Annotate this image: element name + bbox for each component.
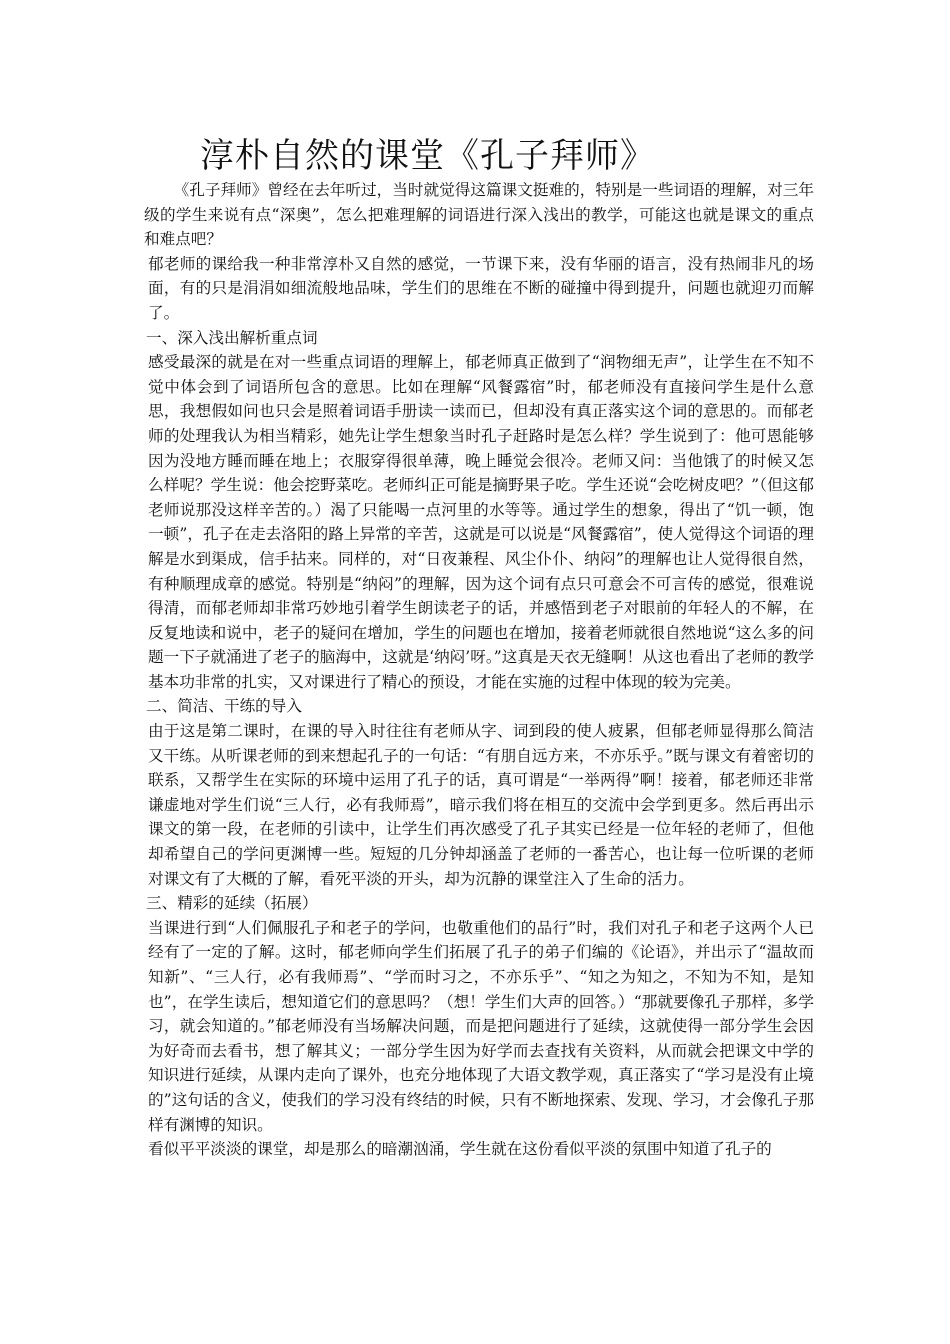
document-body — [144, 178, 814, 1162]
paragraph-closing: 看似平平淡淡的课堂，却是那么的暗潮汹涌，学生就在这份看似平淡的氛围中知道了孔子的 — [148, 1140, 772, 1159]
paragraph-intro: 《孔子拜师》曾经在去年听过，当时就觉得这篇课文挺难的，特别是一些词语的理解，对三年级的学生来说有点“深奥”，怎么把难理解的词语进行深入浅出的教学，可能这也就是课文的重点和难点吧？ — [144, 181, 814, 249]
paragraph-section-1: 感受最深的就是在对一些重点词语的理解上，郁老师真正做到了“润物细无声”，让学生在不知不觉中体会到了词语所包含的意思。比如在理解“风餐露宿”时，郁老师没有直接问学生是什么意思，我想假如问也只会是照着词语手册读一读而已，但却没有真正落实这个词的意思的。而郁老师的处理我认为相当精彩，她先让学生想象当时孔子赶路时是怎么样？学生说到了：他可恩能够因为没地方睡而睡在地上；衣服穿得很单薄，晚上睡觉会很冷。老师又问：当他饿了的时候又怎么样呢？学生说：他会挖野菜吃。老师纠正可能是摘野果子吃。学生还说“会吃树皮吧？”（但这郁老师说那没这样辛苦的。）渴了只能喝一点河里的水等等。通过学生的想象，得出了“饥一顿，饱一顿”，孔子在走去洛阳的路上异常的辛苦，这就是可以说是“风餐露宿”，使人觉得这个词语的理解是水到渠成，信手拈来。同样的，对“日夜兼程、风尘仆仆、纳闷”的理解也让人觉得很自然，有种顺理成章的感觉。特别是“纳闷”的理解，因为这个词有点只可意会不可言传的感觉，很难说得清，而郁老师却非常巧妙地引着学生朗读老子的话，并感悟到老子对眼前的年轻人的不解，在反复地读和说中，老子的疑问在增加，学生的问题也在增加，接着老师就很自然地说“这么多的问题一下子就涌进了老子的脑海中，这就是‘纳闷’呀。”这真是天衣无缝啊！从这也看出了老师的教学基本功非常的扎实，又对课进行了精心的预设，才能在实施的过程中体现的较为完美。 — [148, 353, 814, 691]
document-title: 淳朴自然的课堂《孔子拜师》 — [200, 136, 655, 176]
section-heading-2: 二、简洁、干练的导入 — [146, 697, 302, 716]
paragraph-section-3: 当课进行到“人们佩服孔子和老子的学问，也敬重他们的品行”时，我们对孔子和老子这两个人已经有了一定的了解。这时，郁老师向学生们拓展了孔子的弟子们编的《论语》，并出示了“温故而知新”、“三人行，必有我师焉”、“学而时习之，不亦乐乎”、“知之为知之，不知为不知，是知也”，在学生读后，想知道它们的意思吗？（想！学生们大声的回答。）“那就要像孔子那样，多学习，就会知道的。”郁老师没有当场解决问题，而是把问题进行了延续，这就使得一部分学生会因为好奇而去看书，想了解其义；一部分学生因为好学而去查找有关资料，从而就会把课文中学的知识进行延续，从课内走向了课外，也充分地体现了大语文教学观，真正落实了“学习是没有止境的”这句话的含义，使我们的学习没有终结的时候，只有不断地探索、发现、学习，才会像孔子那样有渊博的知识。 — [148, 918, 814, 1134]
paragraph-section-2: 由于这是第二课时，在课的导入时往往有老师从字、词到段的使人疲累，但郁老师显得那么简洁又干练。从听课老师的到来想起孔子的一句话：“有朋自远方来，不亦乐乎。”既与课文有着密切的联系，又帮学生在实际的环境中运用了孔子的话，真可谓是“一举两得”啊！接着，郁老师还非常谦虚地对学生们说“三人行，必有我师焉”，暗示我们将在相互的交流中会学到更多。然后再出示课文的第一段，在老师的引读中，让学生们再次感受了孔子其实已经是一位年轻的老师了，但他却希望自己的学问更渊博一些。短短的几分钟却涵盖了老师的一番苦心，也让每一位听课的老师对课文有了大概的了解，看死平淡的开头，却为沉静的课堂注入了生命的活力。 — [148, 722, 814, 888]
section-heading-1: 一、深入浅出解析重点词 — [146, 328, 318, 347]
paragraph-impression: 郁老师的课给我一种非常淳朴又自然的感觉，一节课下来，没有华丽的语言，没有热闹非凡的场面，有的只是涓涓如细流般地品味，学生们的思维在不断的碰撞中得到提升，问题也就迎刃而解了。 — [148, 254, 814, 322]
section-heading-3: 三、精彩的延续（拓展） — [146, 894, 318, 913]
